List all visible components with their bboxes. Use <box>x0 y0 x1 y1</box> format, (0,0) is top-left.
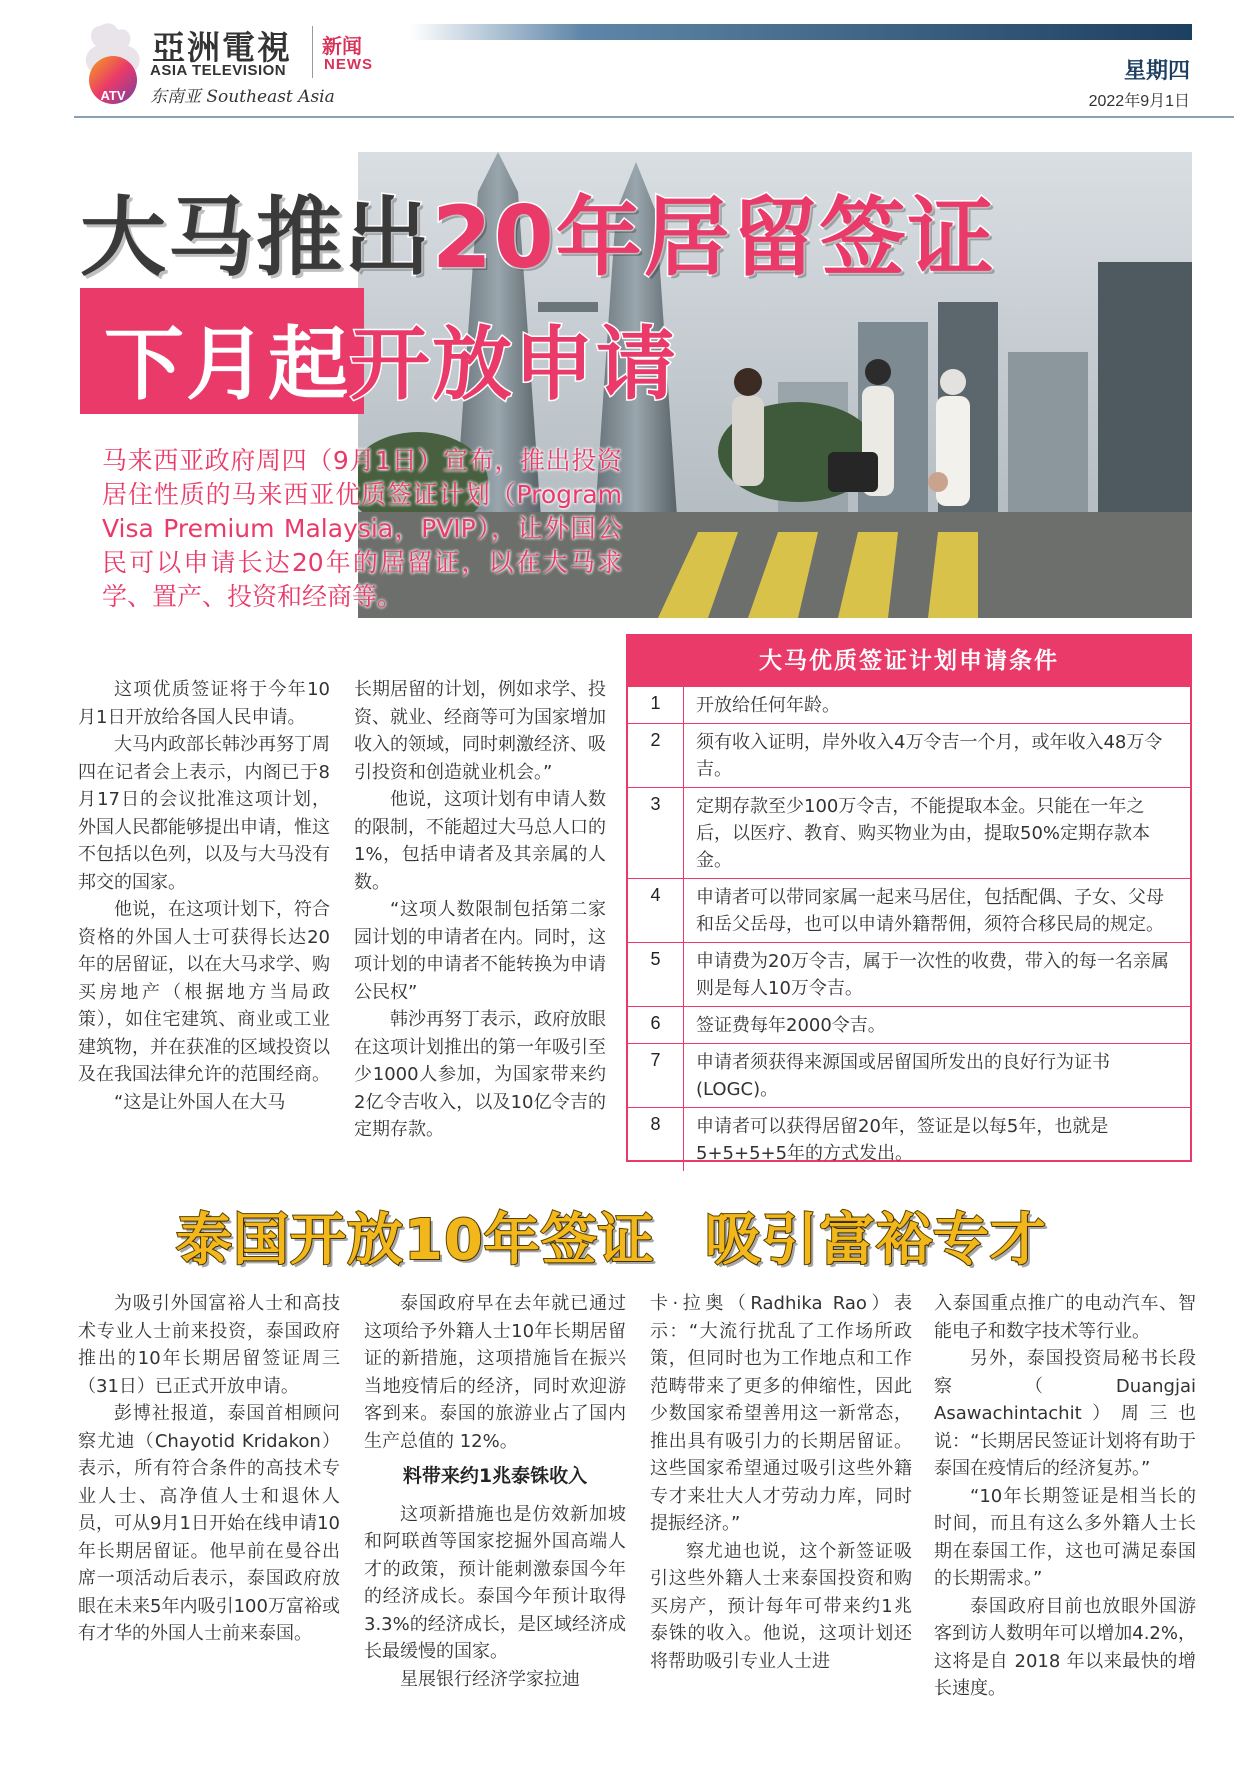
row-text: 申请者须获得来源国或居留国所发出的良好行为证书(LOGC)。 <box>696 1052 1110 1100</box>
subheadline-part1: 下月起 <box>104 318 350 411</box>
header-rule <box>74 116 1234 118</box>
story1-column-1 <box>78 676 330 1116</box>
main-headline-part1: 大马推出 <box>80 188 432 288</box>
paragraph: 星展银行经济学家拉迪 <box>400 1668 580 1690</box>
issue-date: 2022年9月1日 <box>1088 93 1190 110</box>
paragraph: “10年长期签证是相当长的时间，而且有这么多外籍人士长期在泰国工作，这也可满足泰国的长期需求。” <box>934 1485 1196 1589</box>
row-number: 4 <box>628 879 684 942</box>
paragraph: 韩沙再努丁表示，政府放眼在这项计划推出的第一年吸引至少1000人参加，为国家带来约2亿令吉收入，以及10亿令吉的定期存款。 <box>354 1009 606 1140</box>
brand-region: 东南亚 Southeast Asia <box>150 87 335 107</box>
header-gradient-bar <box>410 24 1192 40</box>
paragraph: 入泰国重点推广的电动汽车、智能电子和数字技术等行业。 <box>934 1293 1196 1342</box>
row-number: 3 <box>628 788 684 878</box>
row-number: 1 <box>628 687 684 723</box>
main-headline-part2: 20年居留签证 <box>432 188 996 288</box>
row-text: 须有收入证明，岸外收入4万令吉一个月，或年收入48万令吉。 <box>696 732 1163 780</box>
story2-column-1 <box>78 1290 340 1648</box>
paragraph: 另外，泰国投资局秘书长段察（Duangjai Asawachintachit）周三也说：“长期居民签证计划将有助于泰国在疫情后的经济复苏。” <box>934 1348 1196 1479</box>
paragraph: 为吸引外国富裕人士和高技术专业人士前来投资，泰国政府推出的10年长期居留签证周三（31日）已正式开放申请。 <box>78 1293 340 1397</box>
conditions-table <box>626 634 1192 1162</box>
story2-column-4 <box>934 1290 1196 1703</box>
table-row <box>628 787 1190 878</box>
paragraph: 察尤迪也说，这个新签证吸引这些外籍人士来泰国投资和购买房产，预计每年可带来约1兆泰铢的收入。他说，这项计划还将帮助吸引专业人士进 <box>650 1540 912 1672</box>
masthead-divider <box>312 26 313 78</box>
row-text: 定期存款至少100万令吉，不能提取本金。只能在一年之后，以医疗、教育、购买物业为由，提取50%定期存款本金。 <box>696 796 1151 871</box>
row-text: 申请者可以获得居留20年，签证是以每5年，也就是5+5+5+5年的方式发出。 <box>696 1116 1109 1164</box>
thailand-headline <box>176 1196 1047 1276</box>
svg-text:ATV: ATV <box>100 88 126 103</box>
story1-column-2 <box>354 676 606 1144</box>
paragraph: 他说，在这项计划下，符合资格的外国人士可获得长达20年的居留证，以在大马求学、购买房地产（根据地方当局政策），如住宅建筑、商业或工业建筑物，并在获准的区域投资以及在我国法律允许的范围经商。 <box>78 899 330 1085</box>
row-number: 7 <box>628 1044 684 1107</box>
section-label-cn: 新闻 <box>322 34 362 58</box>
lead-paragraph: 马来西亚政府周四（9月1日）宣布，推出投资居住性质的马来西亚优质签证计划（Program Visa Premium Malaysia，PVIP），让外国公民可以申请长达20年的居留证，以在大马求学、置产、投资和经商等。 <box>102 446 622 611</box>
paragraph: “这项人数限制包括第二家园计划的申请者在内。同时，这项计划的申请者不能转换为申请公民权” <box>354 899 606 1003</box>
paragraph: 卡·拉奥（Radhika Rao）表示：“大流行扰乱了工作场所政策，但同时也为工作地点和工作范畴带来了更多的伸缩性，因此少数国家希望善用这一新常态，推出具有吸引力的长期居留证。这些国家希望通过吸引这些外籍专才来壮大人才劳动力库，同时提振经济。” <box>650 1293 912 1534</box>
row-text: 签证费每年2000令吉。 <box>696 1015 886 1036</box>
row-number: 2 <box>628 724 684 787</box>
paragraph: “这是让外国人在大马 <box>114 1091 286 1113</box>
table-row <box>628 942 1190 1006</box>
subheadline <box>104 300 678 415</box>
paragraph: 泰国政府目前也放眼外国游客到访人数明年可以增加4.2%，这将是自 2018 年以来最快的增长速度。 <box>934 1595 1196 1699</box>
table-row <box>628 1043 1190 1107</box>
table-row <box>628 1006 1190 1043</box>
brand-name-cn: 亞洲電視 <box>152 28 292 67</box>
main-headline <box>80 168 996 288</box>
paragraph: 他说，这项计划有申请人数的限制，不能超过大马总人口的1%，包括申请者及其亲属的人数。 <box>354 789 606 893</box>
masthead <box>0 0 1250 122</box>
paragraph: 长期居留的计划，例如求学、投资、就业、经商等可为国家增加收入的领域，同时刺激经济、吸引投资和创造就业机会。” <box>354 679 606 783</box>
paragraph: 彭博社报道，泰国首相顾问察尤迪（Chayotid Kridakon）表示，所有符合条件的高技术专业人士、高净值人士和退休人员，可从9月1日开始在线申请10年长期居留证。他早前在曼谷出席一项活动后表示，泰国政府放眼在未来5年内吸引100万富裕或有才华的外国人士前来泰国。 <box>78 1403 340 1644</box>
subheadline-part2: 开放申请 <box>350 318 678 411</box>
table-row <box>628 878 1190 942</box>
paragraph: 这项新措施也是仿效新加坡和阿联酋等国家挖掘外国高端人才的政策，预计能刺激泰国今年的经济成长。泰国今年预计取得3.3%的经济成长，是区域经济成长最缓慢的国家。 <box>364 1503 626 1662</box>
thailand-headline-part1: 泰国开放10年签证 <box>176 1208 655 1273</box>
brand-name-en: ASIA TELEVISION <box>150 62 287 79</box>
row-number: 5 <box>628 943 684 1006</box>
story2-column-2 <box>364 1290 626 1693</box>
row-number: 6 <box>628 1007 684 1043</box>
paragraph: 大马内政部长韩沙再努丁周四在记者会上表示，内阁已于8月17日的会议批准这项计划，外国人民都能够提出申请，惟这不包括以色列，以及与大马没有邦交的国家。 <box>78 734 330 893</box>
row-text: 申请者可以带同家属一起来马居住，包括配偶、子女、父母和岳父岳母，也可以申请外籍帮佣，须符合移民局的规定。 <box>696 887 1164 935</box>
table-row <box>628 1107 1190 1171</box>
row-number: 8 <box>628 1108 684 1171</box>
thailand-subheading: 料带来约1兆泰铢收入 <box>402 1465 588 1487</box>
thailand-headline-part2: 吸引富裕专才 <box>704 1208 1047 1273</box>
table-row <box>628 723 1190 787</box>
atv-logo-icon <box>80 20 146 108</box>
weekday: 星期四 <box>1123 59 1190 84</box>
row-text: 申请费为20万令吉，属于一次性的收费，带入的每一名亲属则是每人10万令吉。 <box>696 951 1169 999</box>
paragraph: 这项优质签证将于今年10月1日开放给各国人民申请。 <box>78 679 330 728</box>
table-row <box>628 686 1190 723</box>
conditions-title: 大马优质签证计划申请条件 <box>628 636 1190 686</box>
paragraph: 泰国政府早在去年就已通过这项给予外籍人士10年长期居留证的新措施，这项措施旨在振兴当地疫情后的经济，同时欢迎游客到来。泰国的旅游业占了国内生产总值的 12%。 <box>364 1293 626 1452</box>
section-label-en: NEWS <box>324 56 373 73</box>
row-text: 开放给任何年龄。 <box>696 695 840 716</box>
story2-column-3 <box>650 1290 912 1675</box>
